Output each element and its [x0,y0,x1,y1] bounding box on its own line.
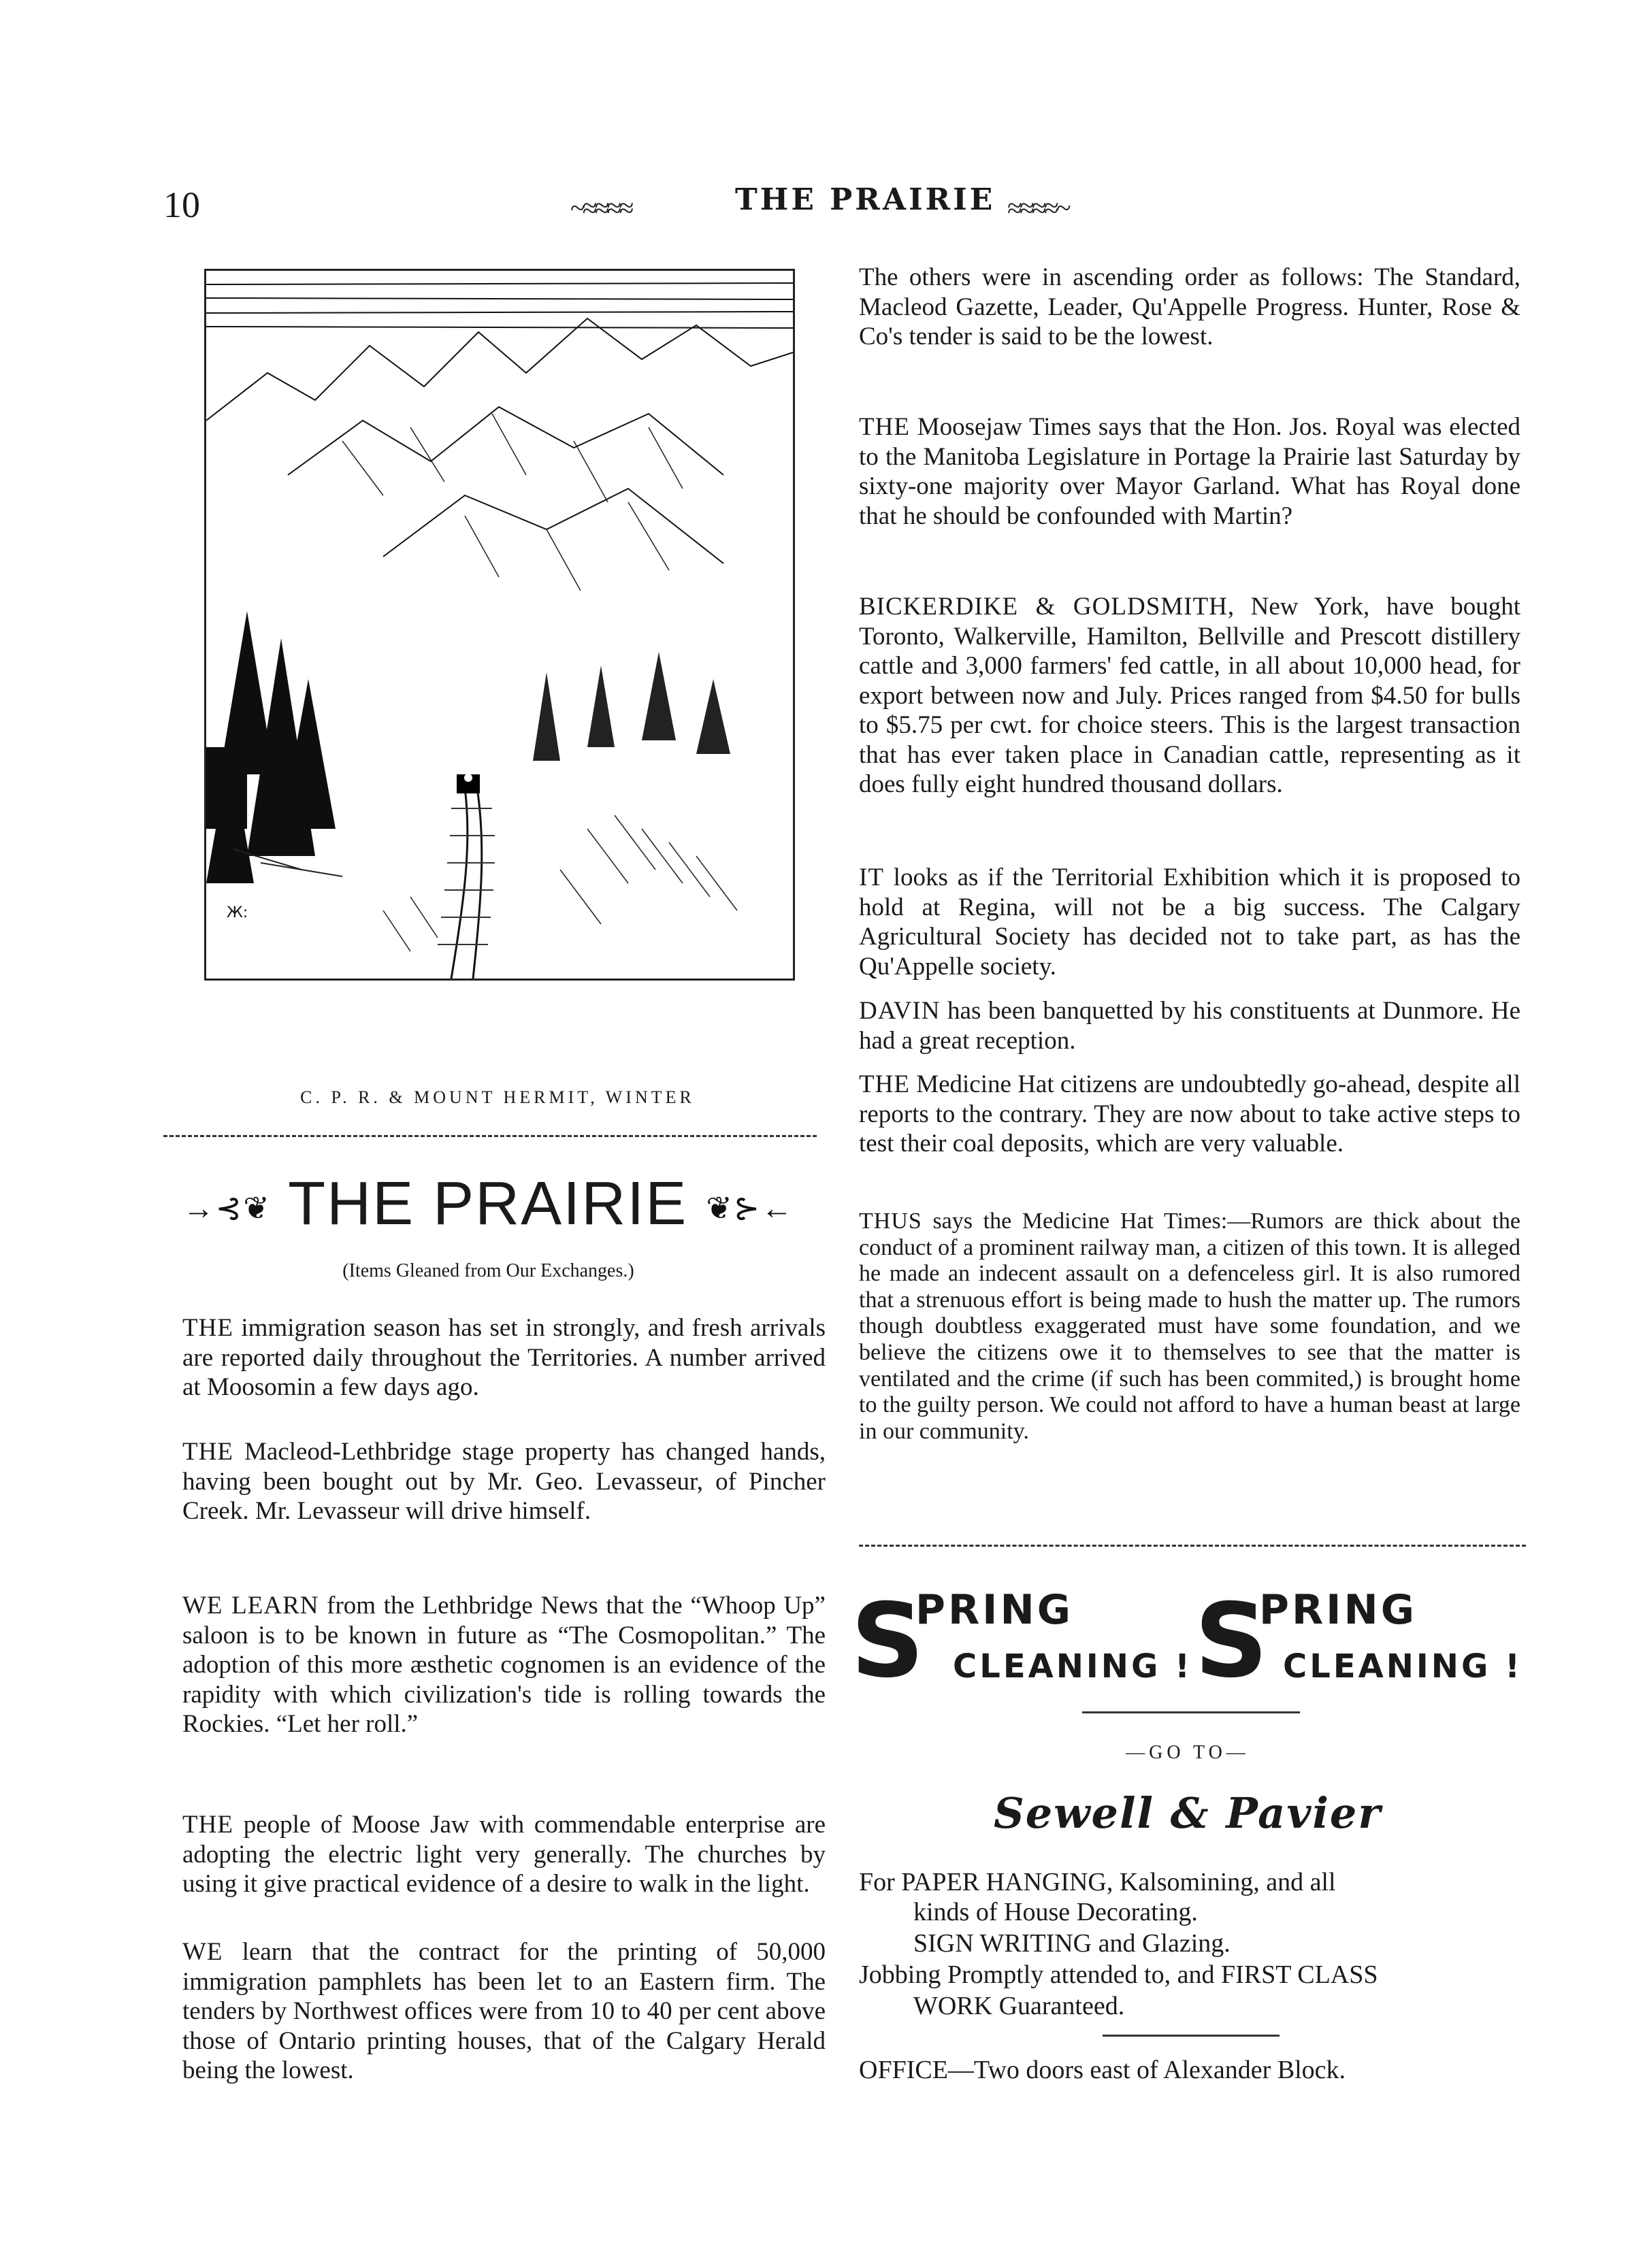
news-item [859,263,1520,352]
divider [1082,1711,1300,1713]
news-item [859,1209,1520,1445]
item-text: has been banquetted by his constituents at Dunmore. He had a great reception. [859,997,1520,1055]
office-address: OFFICE—Two doors east of Alexander Block. [859,2056,1346,2084]
spring-initial: S [1194,1582,1269,1700]
item-text: learn that the contract for the printing of 50,000 immigration pamphlets has been let to an Eastern firm. The tenders by Northwest offices were from 10 to 40 per cent above those of Ontario printing houses, that of the Calgary Herald being the lowest. [182,1938,826,2084]
news-item [182,1810,826,1899]
news-item [859,1070,1520,1159]
ornament-left-icon: ~≈≈≈≈ [570,193,632,223]
news-item [859,412,1520,531]
item-text: Moosejaw Times says that the Hon. Jos. Royal was elected to the Manitoba Legislature in Portage la Prairie last Saturday by sixty-one majority over Mayor Garland. What has Royal done that he should be confounded with Martin? [859,413,1520,530]
ad-line: Jobbing Promptly attended to, and FIRST CLASS [859,1960,1378,1989]
item-lead: THE [182,1811,233,1839]
news-item [859,996,1520,1055]
spring-word: PRING [1259,1586,1417,1634]
spring-initial: S [851,1582,925,1700]
item-text: immigration season has set in strongly, and fresh arrivals are reported daily throughout the Territories. A number arrived at Moosomin a few days ago. [182,1314,826,1401]
item-lead: BICKERDIKE & GOLDSMITH [859,593,1228,621]
news-item [859,592,1520,800]
spring-cleaning-banner [851,1577,1525,1699]
item-text: Macleod-Lethbridge stage property has changed hands, having been bought out by Mr. Geo. Levasseur, of Pincher Creek. Mr. Levasseur will drive himself. [182,1438,826,1525]
item-lead: DAVIN [859,997,941,1025]
divider [163,1135,817,1137]
ad-line: WORK Guaranteed. [913,1992,1125,2020]
illustration-art [206,271,793,979]
item-lead: IT [859,864,884,891]
item-lead: WE LEARN [182,1592,319,1620]
winter-mountain-illustration [204,269,795,981]
item-text: says the Medicine Hat Times:—Rumors are thick about the conduct of a prominent railway man, a citizen of this town. It is alleged he made an indecent assault on a defenceless girl. It is also rumored that a strenuous effort is being made to hush the matter up. The rumors though doubtless exaggerated must have some foundation, and we believe the citizens owe it to themselves to see that the matter is ventilated and the crime (if such has been commited,) is brought home to the guilty person. We could not afford to have a human beast at large in our community. [859,1209,1520,1444]
cleaning-word: CLEANING ! [953,1647,1192,1686]
news-item [182,1437,826,1526]
item-text: The others were in ascending order as follows: The Standard, Macleod Gazette, Leader, Qu'Appelle Progress. Hunter, Rose & Co's tender is said to be the lowest. [859,263,1520,350]
section-title [163,1169,813,1239]
divider [1103,2035,1280,2037]
news-item [859,863,1520,981]
item-lead: THUS [859,1209,922,1234]
item-text: Medicine Hat citizens are undoubtedly go-ahead, despite all reports to the contrary. They are now about to take active steps to test their coal deposits, which are very valuable. [859,1070,1520,1157]
flourish-right-icon: ❦⊱← [706,1190,794,1226]
page-number: 10 [163,184,200,225]
item-lead: WE [182,1938,223,1966]
item-text: , New York, have bought Toronto, Walkerville, Hamilton, Bellville and Prescott distillery cattle and 3,000 farmers' fed cattle, in all about 10,000 head, for export between now and July. Prices ranged from $4.50 for bulls to $5.75 per cwt. for choice steers. This is the largest transaction that has ever taken place in Canadian cattle, representing as it does fully eight hundred thousand dollars. [859,593,1521,798]
item-lead: THE [859,413,910,441]
svg-text:Ж:: Ж: [227,904,248,921]
divider [859,1545,1526,1547]
section-subtitle: (Items Gleaned from Our Exchanges.) [342,1260,634,1281]
item-text: looks as if the Territorial Exhibition which it is proposed to hold at Regina, will not be a big success. The Calgary Agricultural Society has decided not to take part, as has the Qu'Appelle society. [859,864,1520,981]
running-title: THE PRAIRIE [735,182,996,217]
firm-name: Sewell & Pavier [993,1788,1382,1838]
ad-line: SIGN WRITING and Glazing. [913,1929,1231,1958]
news-item [182,1937,826,2086]
ad-line: kinds of House Decorating. [913,1898,1198,1926]
item-lead: THE [182,1314,233,1342]
news-item [182,1591,826,1739]
go-to-line: —GO TO— [1126,1742,1250,1763]
item-text: from the Lethbridge News that the “Whoop Up” saloon is to be known in future as “The Cosmopolitan.” The adoption of this more æsthetic cognomen is an evidence of the rapidity with which civilization's tide is rolling towards the Rockies. “Let her roll.” [182,1592,826,1738]
cleaning-word: CLEANING ! [1283,1647,1523,1686]
illustration-caption: C. P. R. & MOUNT HERMIT, WINTER [300,1087,695,1107]
item-lead: THE [182,1438,233,1466]
flourish-left-icon: →⊰❦ [182,1190,271,1226]
ornament-right-icon: ≈≈≈≈~ [1007,193,1069,223]
news-item [182,1313,826,1402]
spring-word: PRING [915,1586,1073,1634]
section-title-text: THE PRAIRIE [288,1170,688,1238]
item-text: people of Moose Jaw with commendable enterprise are adopting the electric light very generally. The churches by using it give practical evidence of a desire to walk in the light. [182,1811,826,1898]
ad-line: For PAPER HANGING, Kalsomining, and all [859,1868,1336,1896]
item-lead: THE [859,1070,910,1098]
